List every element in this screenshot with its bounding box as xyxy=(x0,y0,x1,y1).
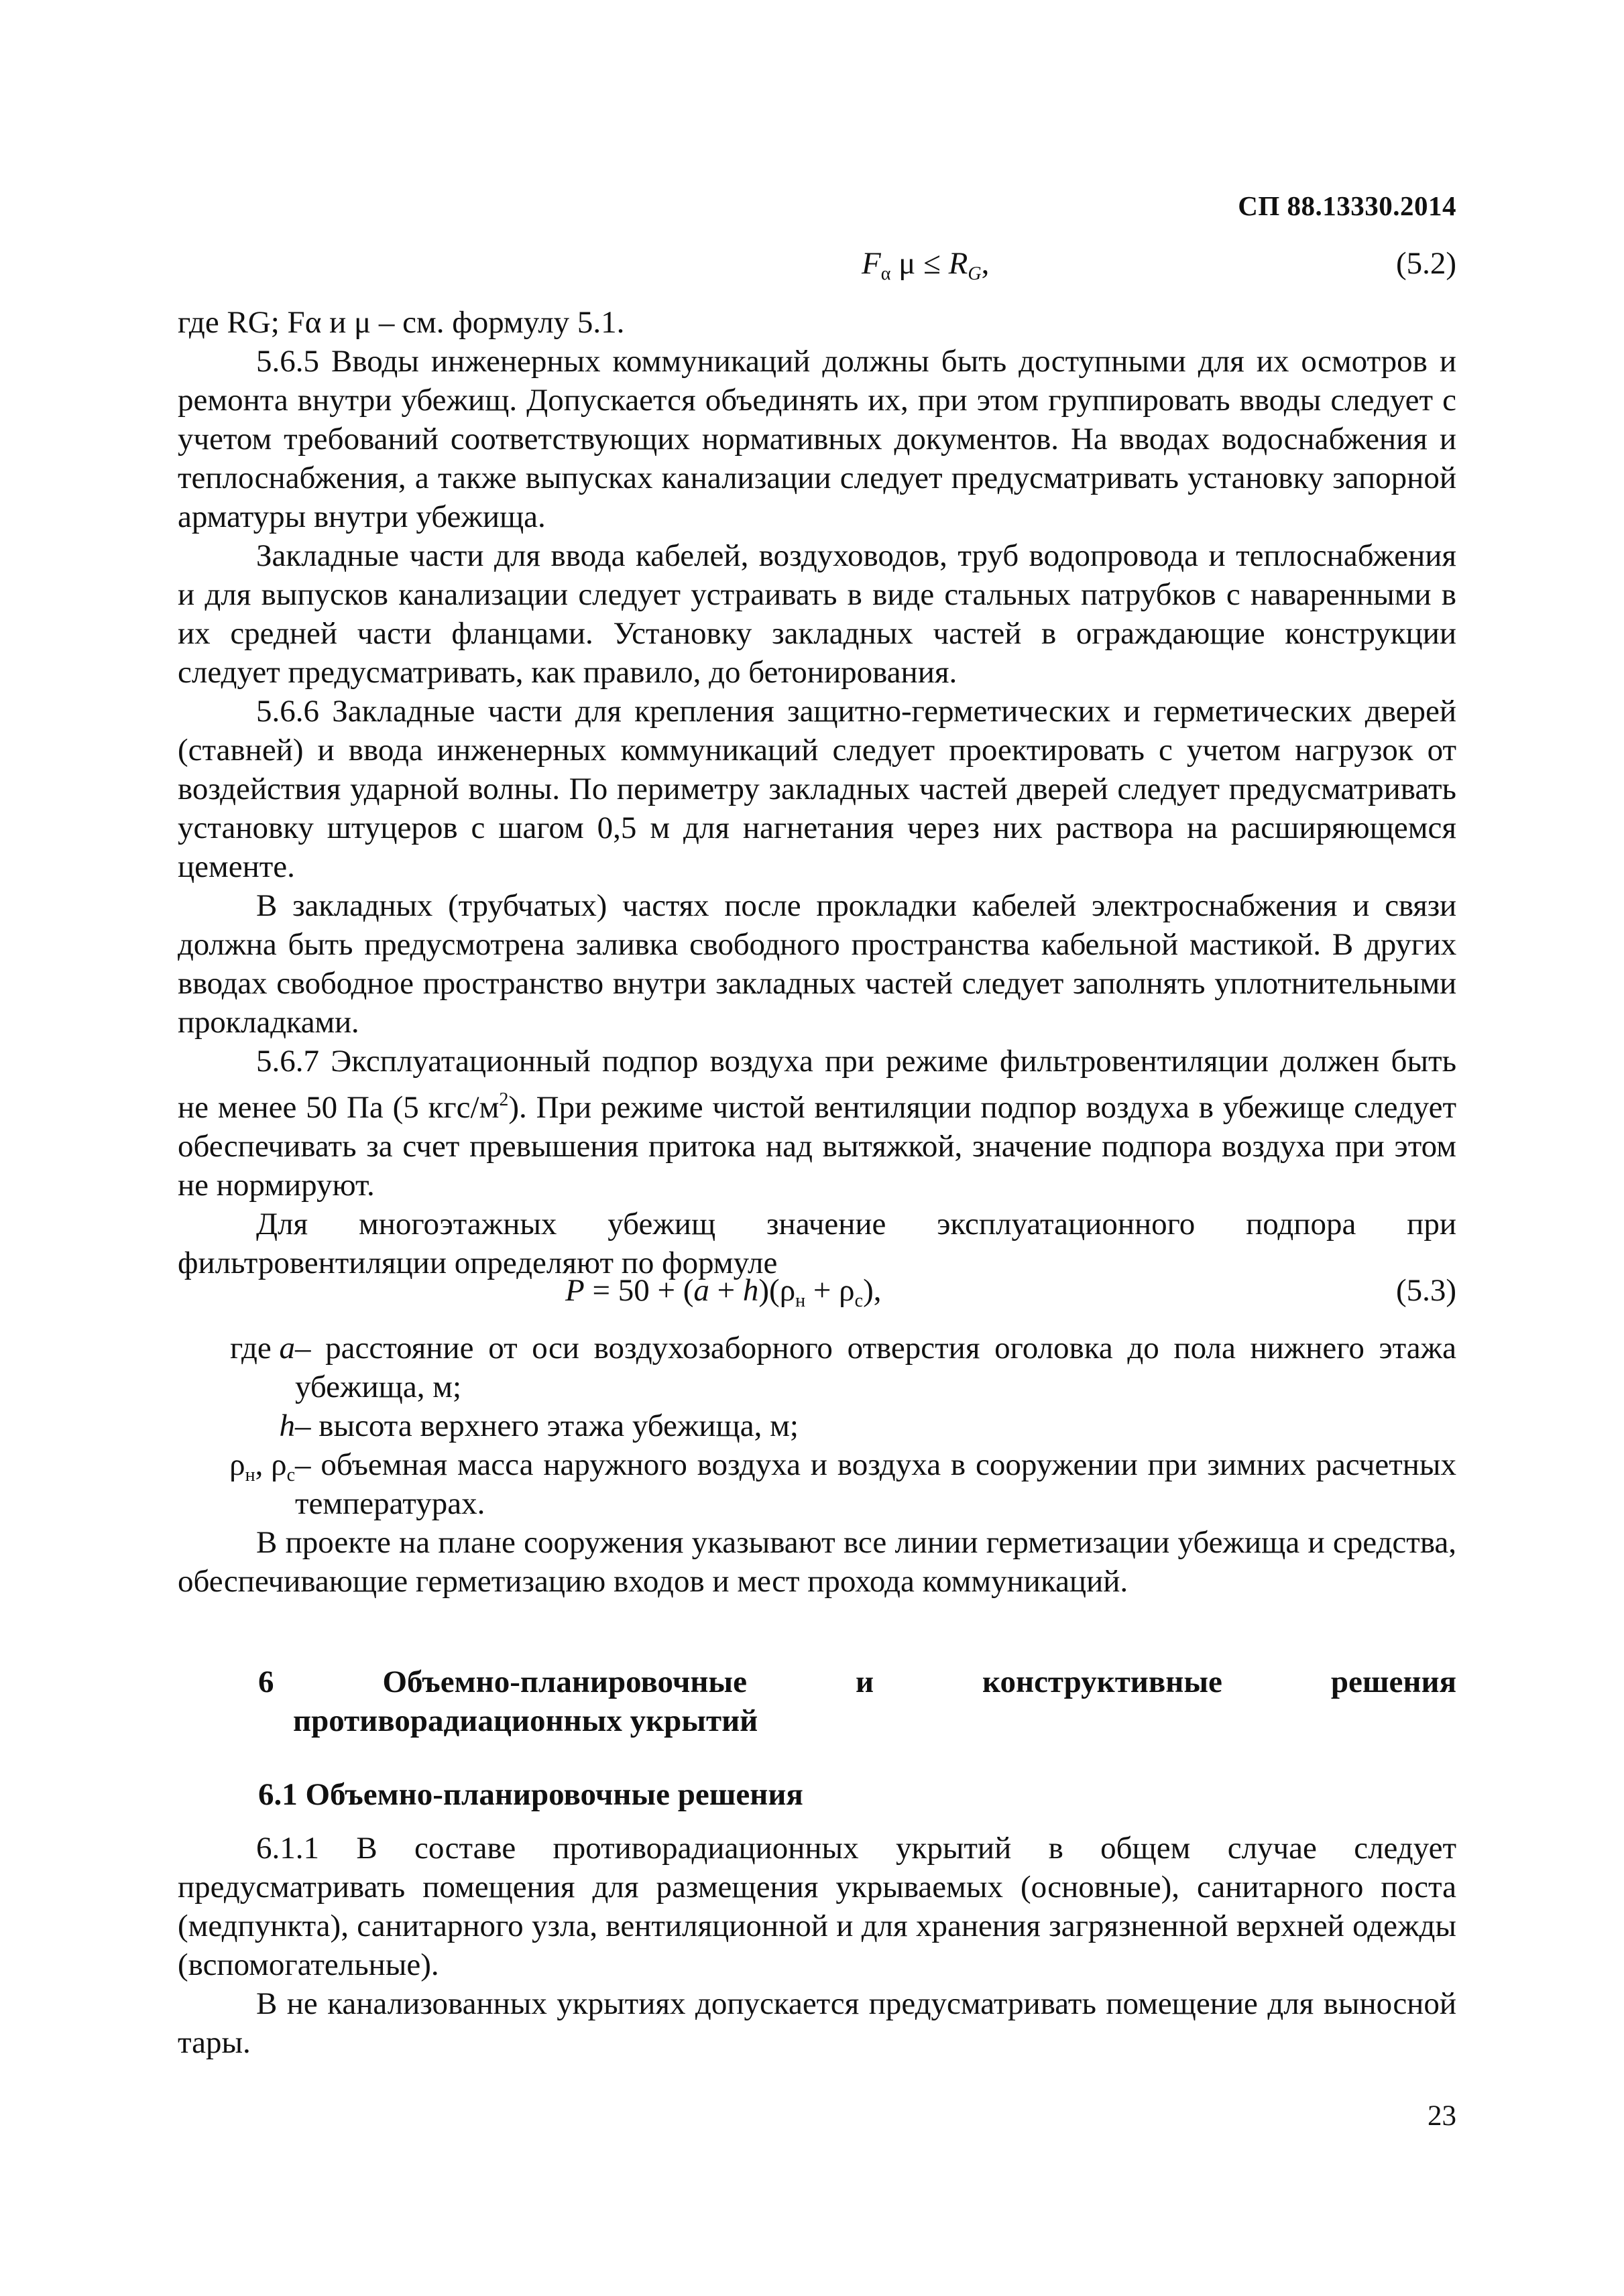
paragraph-tubular-parts: В закладных (трубчатых) частях после прокладки кабелей электроснабжения и связи должна быть предусмотрена заливка свободного пространства кабельной мастикой. В других вводах свободное пространство внутри закладных частей следует заполнять уплотнительными прокладками. xyxy=(178,888,1456,1040)
page-number: 23 xyxy=(1428,2100,1456,2132)
document-code: СП 88.13330.2014 xyxy=(1238,190,1456,221)
legend-item-rho: $\rho_н$, $\rho_с$ – объемная масса наружного воздуха и воздуха в сооружении при зимних расчетных температурах. xyxy=(229,1447,1456,1521)
paragraph-project-block xyxy=(178,1523,1456,1601)
formula-5-3-row xyxy=(178,1272,1456,1313)
formula-5-3-number: (5.3) xyxy=(1395,1273,1456,1308)
subsection-6-1-title: 6.1 Объемно-планировочные решения xyxy=(258,1777,803,1812)
paragraph-multistorey: Для многоэтажных убежищ значение эксплуатационного подпора при фильтровентиляции определяют по формуле xyxy=(178,1207,1456,1280)
section-6-title-continued: противорадиационных укрытий xyxy=(293,1703,758,1738)
paragraph-project: В проекте на плане сооружения указывают все линии герметизации убежища и средства, обеспечивающие герметизацию входов и мест прохода коммуникаций. xyxy=(178,1525,1456,1599)
formula-5-2: $F_\alpha$ $\mu \le R_G$, xyxy=(862,246,990,284)
formula-5-2-number: (5.2) xyxy=(1395,246,1456,281)
paragraph-5-6-5: 5.6.5 Вводы инженерных коммуникаций должны быть доступными для их осмотров и ремонта внутри убежищ. Допускается объединять их, при этом группировать вводы следует с учетом требований соответствующих нормативных документов. На вводах водоснабжения и теплоснабжения, а также выпусках канализации следует предусматривать установку запорной арматуры внутри убежища. xyxy=(178,344,1456,534)
formula-5-2-explanation: где RG; Fα и μ – см. формулу 5.1. xyxy=(178,305,625,340)
legend-item-a: где a – расстояние от оси воздухозаборного отверстия оголовка до пола нижнего этажа убежища, м; xyxy=(230,1331,1456,1404)
paragraph-5-6-7: 5.6.7 Эксплуатационный подпор воздуха при режиме фильтровентиляции должен быть не менее 50 Па (5 кгс/$м^2$). При режиме чистой вентиляции подпор воздуха в убежище следует обеспечивать за счет превышения притока над вытяжкой, значение подпора воздуха при этом не нормируют. xyxy=(178,1044,1457,1203)
legend-item-h: h – высота верхнего этажа убежища, м; xyxy=(279,1408,799,1443)
section-6-title: 6 Объемно-планировочные и конструктивные решения xyxy=(258,1665,1456,1699)
paragraph-5-6-6: 5.6.6 Закладные части для крепления защитно-герметических и герметических дверей (ставней) и ввода инженерных коммуникаций следует проектировать с учетом нагрузок от воздействия ударной волны. По периметру закладных частей дверей следует предусматривать установку штуцеров с шагом 0,5 м для нагнетания через них раствора на расширяющемся цементе. xyxy=(178,694,1456,884)
section-6-1-body xyxy=(178,1829,1456,2062)
formula-5-3-legend xyxy=(178,1329,1456,1523)
paragraph-embedded-parts: Закладные части для ввода кабелей, воздуховодов, труб водопровода и теплоснабжения и для выпусков канализации следует устраивать в виде стальных патрубков с наваренными в их средней части фланцами. Установку закладных частей в ограждающие конструкции следует предусматривать, как правило, до бетонирования. xyxy=(178,538,1456,690)
formula-5-2-row xyxy=(178,245,1456,286)
paragraph-6-1-1: 6.1.1 В составе противорадиационных укрытий в общем случае следует предусматривать помещения для размещения укрываемых (основные), санитарного поста (медпункта), санитарного узла, вентиляционной и для хранения загрязненной верхней одежды (вспомогательные). xyxy=(178,1831,1456,1982)
section-5-6-5 xyxy=(178,303,1456,1282)
paragraph-non-sewered: В не канализованных укрытиях допускается предусматривать помещение для выносной тары. xyxy=(178,1986,1456,2060)
formula-5-3: $P = 50 + (a + h)(\rho_н + \rho_с)$, xyxy=(565,1273,882,1311)
